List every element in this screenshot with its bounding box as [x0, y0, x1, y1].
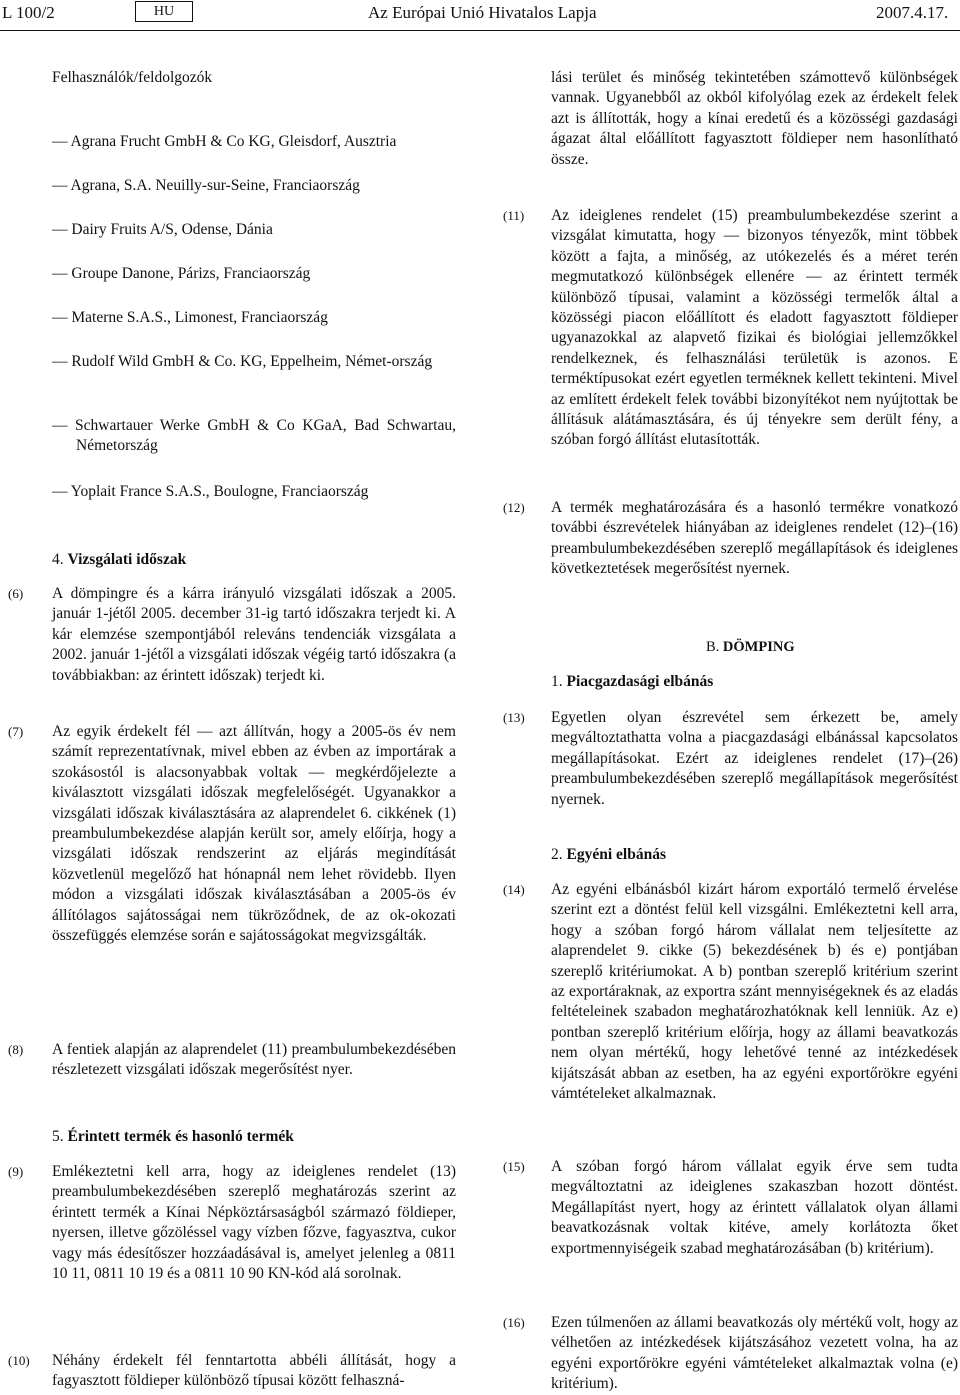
section-heading	[706, 637, 795, 657]
paragraph-text: Az ideiglenes rendelet (15) preambulumbekezdése szerint a vizsgálat kimutatta, hogy — bizonyos tényezők, mint többek között a fajta, a minőség, az utókezelés és a méret terén megmutatkozó különbségek ellenére — az érintett termék különböző típusai, valamint a közösségi termelők által a közösségi piacon előállított és eladott fagyasztott földieper ugyanazokkal az alapvető fizikai és biológiai jellemzőkkel rendelkeznek, és felhasználási területük is azonos. E terméktípusokat ezért egyetlen terméknek kellett tekinteni. Mivel az említett érdekelt felek további bizonyítékot nem nyújtottak be állításuk alátámasztására, és új tényekre sem derült fény, a szóban forgó állítást elutasították.	[551, 207, 958, 449]
paragraph-text: A fentiek alapján az alaprendelet (11) preambulumbekezdésében részletezett vizsgálati időszak megerősítést nyer.	[52, 1041, 456, 1079]
section-number: 1.	[551, 673, 563, 690]
section-title: Egyéni elbánás	[566, 846, 666, 863]
company-item: — Materne S.A.S., Limonest, Franciaország	[52, 309, 328, 326]
paragraph-text: lási terület és minőség tekintetében számottevő különbségek vannak. Ugyanebből az okból kifolyólag ezek az érdekelt felek azt is állították, hogy a kínai eredetű és a közösségi gazdasági ágazat által előállított fagyasztott földieper nem hasonlítható össze.	[551, 69, 958, 168]
section-heading	[551, 672, 713, 692]
section-title: Piacgazdasági elbánás	[566, 673, 714, 690]
paragraph-text: Az egyéni elbánásból kizárt három exportáló termelő érvelése szerint ezt a döntést felül kell vizsgálni. Emlékeztetni kell arra, hogy a szóban forgó három vállalat nem teljesítette az alaprendelet 9. cikke (5) bekezdésének b) és e) pontjában szereplő kritériumokat. A b) pontban szereplő kritérium szerint az exportáraknak, az exportra szánt mennyiségeknek és az eladás feltételeinek szabadon meghatározhatóknak kell lenniük. Az e) pontban szereplő kritérium előírja, hogy az állami beavatkozás nem olyan mértékű, hogy lehetővé tenné az intézkedések kijátszását abban az esetben, ha az egyéni exportőrökre egyéni vámtételeket alkalmaznak.	[551, 881, 958, 1103]
header-rule	[0, 30, 960, 31]
company-item: — Agrana, S.A. Neuilly-sur-Seine, Franciaország	[52, 177, 360, 194]
paragraph-number: (14)	[503, 882, 525, 897]
paragraph-number: (16)	[503, 1315, 525, 1330]
paragraph-number: (12)	[503, 500, 525, 515]
section-number: B.	[706, 639, 720, 655]
page-reference: L 100/2	[2, 3, 55, 22]
paragraph-text: A dömpingre és a kárra irányuló vizsgálati időszak a 2005. január 1-jétől 2005. december 31-ig tartó időszakra terjedt ki. A kár elemzése szempontjából releváns tendenciák vizsgálata a 2002. január 1-jétől a vizsgálati időszak végéig tartó időszakra (a továbbiakban: az érintett időszak) terjedt ki.	[52, 585, 456, 684]
section-title: Érintett termék és hasonló termék	[67, 1128, 294, 1145]
paragraph-text: Egyetlen olyan észrevétel sem érkezett be, amely megváltoztathatta volna a piacgazdasági elbánással kapcsolatos megállapításokat. Ezért az ideiglenes rendelet (17)–(26) preambulumbekezdésében szereplő megállapítások megerősítést nyernek.	[551, 709, 958, 808]
company-item: — Yoplait France S.A.S., Boulogne, Franciaország	[52, 483, 369, 500]
paragraph-number: (9)	[8, 1164, 24, 1179]
company-item: — Groupe Danone, Párizs, Franciaország	[52, 265, 311, 282]
company-item: — Schwartauer Werke GmbH & Co KGaA, Bad Schwartau, Németország	[52, 417, 456, 455]
section-number: 2.	[551, 846, 563, 863]
paragraph-number: (8)	[8, 1042, 24, 1057]
paragraph-text: Ezen túlmenően az állami beavatkozás oly mértékű volt, hogy az vélhetően az intézkedések kijátszásához vezetett volna, ha az egyéni exportőrökre egyéni vámtételeket alkalmaztak volna (e) kritérium).	[551, 1314, 958, 1393]
section-heading	[52, 1127, 294, 1147]
section-number: 4.	[52, 551, 64, 568]
users-heading: Felhasználók/feldolgozók	[52, 69, 213, 86]
section-heading	[52, 550, 186, 570]
paragraph-text: Az egyik érdekelt fél — azt állítván, hogy a 2005-ös év nem számít reprezentatívnak, mivel ebben az évben az importárak a szokásostól is alacsonyabbak voltak — megkérdőjelezte a kiválasztott vizsgálati időszak megfelelőségét. Ugyanakkor a vizsgálati időszak kiválasztására az alaprendelet 6. cikkének (1) preambulumbekezdése alapján került sor, amely előírja, hogy a vizsgálati időszak rendszerint az eljárás megindítását közvetlenül megelőző hat hónapnál nem lehet rövidebb. Ilyen módon a vizsgálati időszak kiválasztásában a 2005-ös év állítólagos sajátosságai nem tükröződnek, de az ok-okozati összefüggés elemzése során e sajátosságokat megvizsgálták.	[52, 723, 456, 945]
section-title: DÖMPING	[722, 639, 795, 655]
company-item: — Rudolf Wild GmbH & Co. KG, Eppelheim, Német-ország	[52, 353, 433, 370]
publication-date: 2007.4.17.	[876, 3, 949, 22]
paragraph-number: (6)	[8, 586, 24, 601]
company-item: — Agrana Frucht GmbH & Co KG, Gleisdorf, Ausztria	[52, 133, 397, 150]
section-number: 5.	[52, 1128, 64, 1145]
paragraph-text: Néhány érdekelt fél fenntartotta abbéli állítását, hogy a fagyasztott földieper különböző típusai között felhaszná-	[52, 1352, 456, 1390]
paragraph-text: A termék meghatározására és a hasonló termékre vonatkozó további észrevételek hiányában az ideiglenes rendelet (12)–(16) preambulumbekezdésében szereplő megállapítások és ideiglenes következtetések megerősítést nyernek.	[551, 499, 958, 578]
paragraph-number: (7)	[8, 724, 24, 739]
paragraph-text: A szóban forgó három vállalat egyik érve sem tudta megváltoztatni az ideiglenes szakaszban hozott döntést. Megállapítást nyert, hogy az érintett vállalatok olyan állami beavatkozásnak voltak kitéve, amely korlátozta őket exportmennyiségeik szabad meghatározásában (b) kritérium).	[551, 1158, 958, 1257]
journal-title: Az Európai Unió Hivatalos Lapja	[368, 3, 597, 22]
company-item: — Dairy Fruits A/S, Odense, Dánia	[52, 221, 273, 238]
paragraph-number: (10)	[8, 1353, 30, 1368]
section-title: Vizsgálati időszak	[67, 551, 187, 568]
paragraph-text: Emlékeztetni kell arra, hogy az ideiglenes rendelet (13) preambulumbekezdésében szereplő meghatározás szerint az érintett termék a Kínai Népköztársaságból származó földieper, nyersen, illetve gőzöléssel vagy vízben főzve, fagyasztva, cukor vagy más édesítőszer hozzáadásával is, amelyet jelenleg a 0811 10 11, 0811 10 19 és a 0811 10 90 KN-kód alá sorolnak.	[52, 1163, 456, 1283]
section-heading	[551, 845, 666, 865]
paragraph-number: (13)	[503, 710, 525, 725]
language-badge: HU	[135, 1, 193, 22]
paragraph-number: (15)	[503, 1159, 525, 1174]
paragraph-number: (11)	[503, 208, 525, 223]
page-header	[0, 0, 960, 34]
